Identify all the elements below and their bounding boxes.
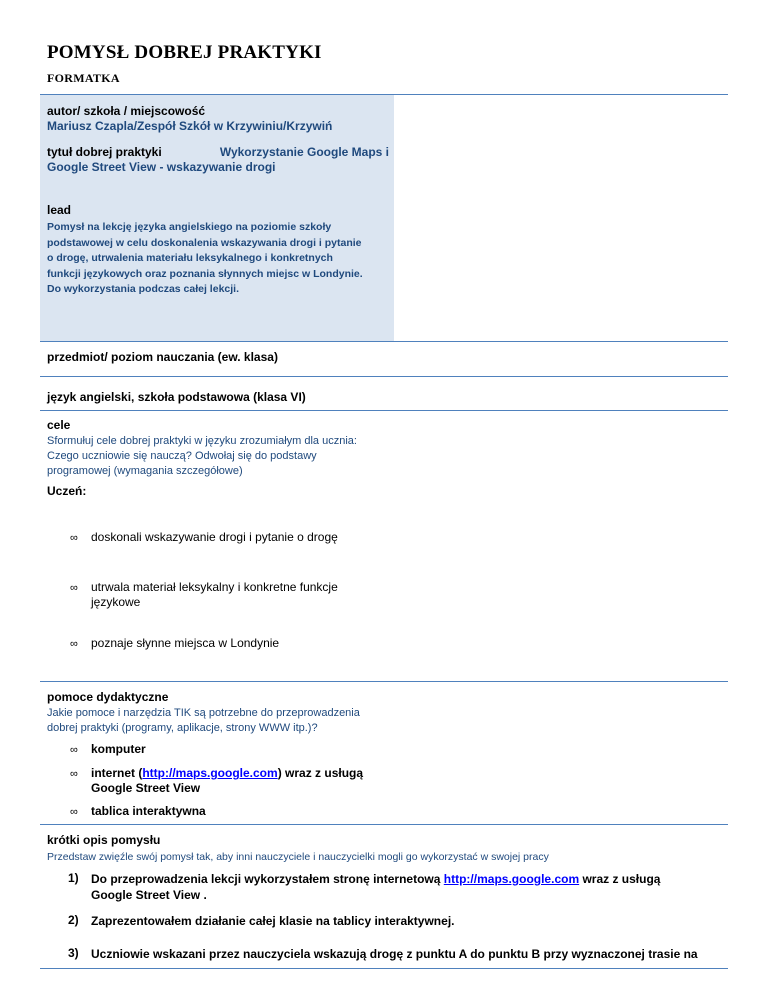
goal-item: doskonali wskazywanie drogi i pytanie o drogę <box>91 530 338 544</box>
practice-title-label: tytuł dobrej praktyki <box>47 145 162 159</box>
lead-line: podstawowej w celu doskonalenia wskazywania drogi i pytanie <box>47 236 362 249</box>
infinity-bullet-icon: ∞ <box>70 638 78 650</box>
practice-title-value-1: Wykorzystanie Google Maps i <box>219 145 389 159</box>
subject-label: przedmiot/ poziom nauczania (ew. klasa) <box>47 350 278 364</box>
maps-link[interactable]: http://maps.google.com <box>142 766 278 780</box>
goal-item-line: utrwala materiał leksykalny i konkretne funkcje <box>91 580 338 594</box>
author-value: Mariusz Czapla/Zespół Szkół w Krzywiniu/Krzywiń <box>47 119 333 133</box>
hint-line: Czego uczniowie się nauczą? Odwołaj się do podstawy <box>47 450 317 462</box>
hint-line: programowej (wymagania szczegółowe) <box>47 465 243 477</box>
divider <box>40 968 728 969</box>
step-text-part: Google Street View . <box>91 888 207 902</box>
infinity-bullet-icon: ∞ <box>70 768 78 780</box>
aid-text: ) wraz z usługą <box>277 766 364 780</box>
step-text-part: Do przeprowadzenia lekcji wykorzystałem stronę internetową <box>91 872 444 886</box>
page-subtitle: FORMATKA <box>47 71 120 85</box>
hint-line: Jakie pomoce i narzędzia TIK są potrzebne do przeprowadzenia <box>47 707 360 719</box>
practice-title-value-2: Google Street View - wskazywanie drogi <box>47 160 276 174</box>
step-text <box>91 871 711 903</box>
description-label: krótki opis pomysłu <box>47 833 161 847</box>
step-number: 3) <box>68 946 79 960</box>
hint-line: dobrej praktyki (programy, aplikacje, strony WWW itp.)? <box>47 722 318 734</box>
step-text: Uczniowie wskazani przez nauczyciela wskazują drogę z punktu A do punktu B przy wyznaczonej trasie na <box>91 947 698 961</box>
divider <box>40 824 728 825</box>
lead-line: Do wykorzystania podczas całej lekcji. <box>47 283 239 295</box>
aid-item: komputer <box>91 742 146 756</box>
student-label: Uczeń: <box>47 484 87 498</box>
aid-item: tablica interaktywna <box>91 804 206 818</box>
divider <box>40 376 728 377</box>
lead-label: lead <box>47 203 72 217</box>
aids-label: pomoce dydaktyczne <box>47 690 169 704</box>
aids-hint <box>47 706 360 736</box>
goals-label: cele <box>47 418 71 432</box>
step-number: 2) <box>68 913 79 927</box>
divider <box>40 681 728 682</box>
aid-text: internet ( <box>91 766 143 780</box>
goal-item: poznaje słynne miejsca w Londynie <box>91 636 280 650</box>
lead-line: o drogę, utrwalenia materiału leksykalnego i konkretnych <box>47 252 333 264</box>
practice-title <box>47 145 389 175</box>
infinity-bullet-icon: ∞ <box>70 806 78 818</box>
maps-link[interactable]: http://maps.google.com <box>443 872 580 886</box>
goal-item <box>91 580 338 610</box>
lead-line: Pomysł na lekcję języka angielskiego na poziomie szkoły <box>47 221 332 233</box>
subject-value: język angielski, szkoła podstawowa (klasa VI) <box>47 390 306 404</box>
step-text-part: wraz z usługą <box>579 872 661 886</box>
step-number: 1) <box>68 871 79 885</box>
aid-text: Google Street View <box>91 781 201 795</box>
infinity-bullet-icon: ∞ <box>70 532 78 544</box>
step-text: Zaprezentowałem działanie całej klasie na tablicy interaktywnej. <box>91 914 455 928</box>
lead-line: funkcji językowych oraz poznania słynnych miejsc w Londynie. <box>47 267 363 280</box>
divider <box>40 341 728 342</box>
hint-line: Sformułuj cele dobrej praktyki w języku zrozumiałym dla ucznia: <box>47 435 357 447</box>
goal-item-line: językowe <box>91 595 141 609</box>
author-label: autor/ szkoła / miejscowość <box>47 104 206 118</box>
page-title: POMYSŁ DOBREJ PRAKTYKI <box>47 42 322 63</box>
goals-hint <box>47 434 357 479</box>
infinity-bullet-icon: ∞ <box>70 744 78 756</box>
divider <box>40 410 728 411</box>
aid-item <box>91 766 363 796</box>
infinity-bullet-icon: ∞ <box>70 582 78 594</box>
description-hint: Przedstaw zwięźle swój pomysł tak, aby inni nauczyciele i nauczycielki mogli go wykorzystać w swojej pracy <box>47 851 549 863</box>
lead-text <box>47 220 389 298</box>
